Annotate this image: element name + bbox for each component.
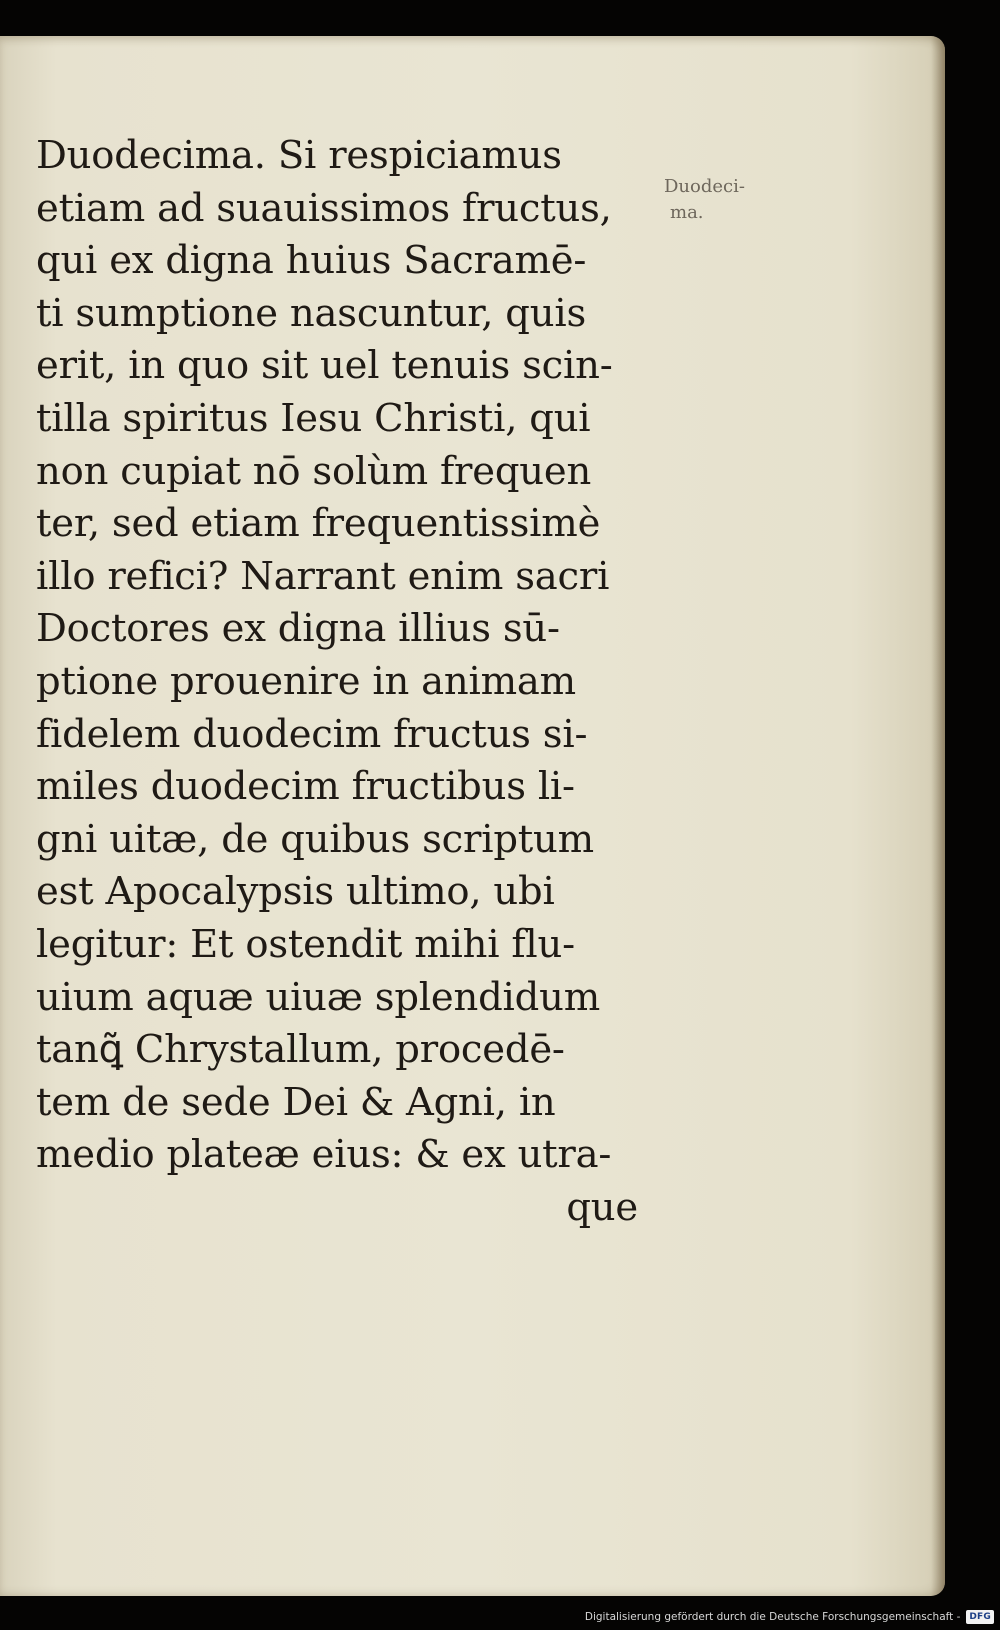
text-line: erit, in quo sit uel tenuis scin- <box>36 343 613 389</box>
text-line: miles duodecim fructibus li- <box>36 764 575 810</box>
dfg-logo-icon: DFG <box>966 1610 994 1624</box>
book-page <box>0 36 945 1596</box>
text-line: ptione prouenire in animam <box>36 658 576 704</box>
main-text-block <box>36 130 646 1234</box>
text-line: illo refici? Narrant enim sacri <box>36 553 610 599</box>
text-line: Doctores ex digna illius sū- <box>36 606 560 652</box>
text-line: qui ex digna huius Sacramē- <box>36 238 587 284</box>
marginal-note-line: ma. <box>670 202 704 223</box>
catchword: que <box>566 1184 638 1230</box>
text-line: est Apocalypsis ultimo, ubi <box>36 869 555 915</box>
digitization-footer <box>585 1606 994 1628</box>
text-line: gni uitæ, de quibus scriptum <box>36 816 594 862</box>
marginal-note <box>664 174 745 226</box>
text-line: tem de sede Dei & Agni, in <box>36 1079 556 1125</box>
marginal-note-line: Duodeci- <box>664 176 745 197</box>
page-fore-edge <box>931 36 945 1596</box>
text-line: medio plateæ eius: & ex utra- <box>36 1132 612 1178</box>
show-through-shadow <box>660 436 670 471</box>
text-line: non cupiat nō solùm frequen <box>36 448 592 494</box>
text-line: uium aquæ uiuæ splendidum <box>36 974 601 1020</box>
text-line: ti sumptione nascuntur, quis <box>36 290 586 336</box>
text-line: tanꝗ̃ Chrystallum, procedē- <box>36 1027 565 1073</box>
text-line: ter, sed etiam frequentissimè <box>36 501 601 547</box>
text-line: legitur: Et ostendit mihi flu- <box>36 921 575 967</box>
text-line: Duodecima. Si respiciamus <box>36 133 562 178</box>
text-line: etiam ad suauissimos fructus, <box>36 185 612 231</box>
text-line: tilla spiritus Iesu Christi, qui <box>36 395 591 441</box>
text-line: fidelem duodecim fructus si- <box>36 711 588 757</box>
funding-credit-text: Digitalisierung gefördert durch die Deutsche Forschungsgemeinschaft - <box>584 1611 961 1623</box>
